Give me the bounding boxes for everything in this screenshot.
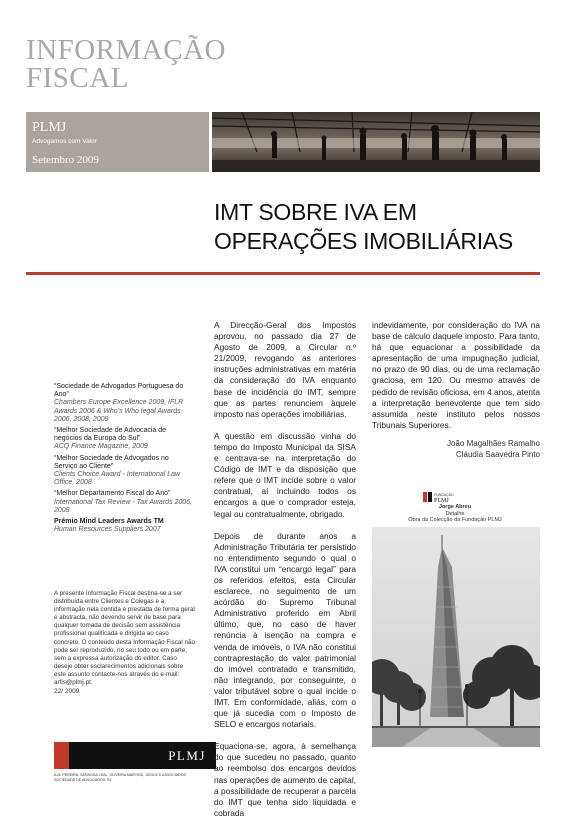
title-line-1: IMT SOBRE IVA EM <box>214 199 417 225</box>
brand-tagline: Advogamos com Valor <box>32 138 97 145</box>
paragraph: Equaciona-se, agora, à semelhança do que sucedeu no passado, quanto ao reembolso dos encargos devidos nas operações de aumento de capital, a possibilidade de recuperar a parcela do IMT que tenha sido liquidada e cobrada <box>214 741 356 818</box>
foundation-label: FUNDAÇÃO <box>434 493 454 497</box>
artwork-artist: Jorge Abreu <box>438 504 472 510</box>
artwork-image <box>372 527 540 747</box>
author: João Magalhães Ramalho <box>447 439 540 448</box>
logo-wordmark: PLMJ <box>69 742 216 769</box>
award-item: Prémio Mind Leaders Awards TM Human Resources Suppliers 2007 <box>54 518 164 534</box>
award-item: “Melhor Sociedade de Advocacia de negócios da Europa do Sul” ACQ Finance Magazine, 2009 <box>54 427 167 451</box>
awards-list <box>54 383 194 537</box>
footer-logo <box>54 742 216 769</box>
logo-red-block <box>54 742 69 769</box>
issue-number: 22/ 2009 <box>54 688 80 695</box>
article-column-1 <box>214 320 356 830</box>
masthead-line-1: INFORMAÇÃO <box>26 34 226 66</box>
header-photo <box>212 112 540 172</box>
artwork-collection: Obra da Colecção da Fundação PLMJ <box>408 517 502 523</box>
article-column-2 <box>372 320 540 442</box>
artwork-caption <box>395 504 515 524</box>
article-title <box>214 198 513 256</box>
authors <box>372 438 540 460</box>
artwork-title: Detalhe <box>445 510 465 517</box>
title-divider <box>26 272 540 275</box>
foundation-logo <box>423 490 483 502</box>
footer-firm-name: A.M. PEREIRA, SÁRAGGA LEAL, OLIVEIRA MARTINS, JÚDICE E ASSOCIADOS SOCIEDADE DE ADVOGADOS, RL <box>54 773 186 782</box>
paragraph: A questão em discussão vinha do tempo do Imposto Municipal da SISA e centrava-se na interpretação do Código de IMT e da disposição que refere que o IMT incide sobre o valor contratual, aí incluindo todos os encargos a que o comprador esteja, legal ou contratualmente, obrigado. <box>214 430 356 519</box>
paragraph: A Direcção-Geral dos Impostos aprovou, no passado dia 27 de Agosto de 2009, a Circular n.º 21/2009, revogando as anteriores instruções administrativas em matéria da consideração do IVA enquanto base de incidência do IMT, sempre que as partes renunciem àquele imposto nas operações imobiliárias. <box>214 320 356 419</box>
paragraph: indevidamente, por consideração do IVA na base de cálculo daquele imposto. Para tanto, há que equacionar a possibilidade da apresentação de uma impugnação judicial, no prazo de 90 dias, ou de uma reclamação graciosa, em 120. Ou mesmo através de pedido de revisão oficiosa, em 4 anos, atenta a interpretação benevolente que tem sido assumida neste instituto pelos nossos Tribunais Superiores. <box>372 320 540 430</box>
award-item: “Melhor Departamento Fiscal do Ano” International Tax Review - Tax Awards 2006, 2008 <box>54 490 193 514</box>
masthead-line-2: FISCAL <box>26 62 129 94</box>
brand-name: PLMJ <box>32 120 67 135</box>
foundation-brand: PLMJ <box>434 498 449 503</box>
award-item: “Melhor Sociedade de Advogados no Serviço ao Cliente” Clients Choice Award - International Law Office, 2008 <box>54 454 181 487</box>
brand-box <box>26 112 209 172</box>
disclaimer: A presente Informação Fiscal destina-se a ser distribuída entre Clientes e Colegas e a informação nela contida é prestada de forma geral e abstracta, não devendo servir de base para qualquer tomada de decisão sem assistência profissional qualificada e dirigida ao caso concreto. O conteúdo desta Informação Fiscal não pode ser reproduzido, no seu todo ou em parte, sem a expressa autorização do editor. Caso deseje obter esclarecimentos adicionais sobre este assunto contacte-nos através do e-mail: arfis@plmj.pt. <box>54 590 196 687</box>
author: Cláudia Saavedra Pinto <box>455 450 540 459</box>
award-item: “Sociedade de Advogados Portuguesa do Ano” Chambers Europe Excellence 2009, IFLR Awards 2006 & Who’s Who legal Awards 2006, 2008, 2009 <box>54 383 184 423</box>
paragraph: Depois de durante anos a Administração Tributária ter persistido no entendimento segundo o qual o IVA constitui um “encargo legal” para os referidos efeitos, esta Circular esclarece, no seguimento de um acórdão do Supremo Tribunal Administrativo proferido em Abril último, que, no caso de haver renúncia à isenção na compra e venda de imóveis, o IVA não constitui contraprestação do valor patrimonial do imóvel contratado e transmitido, não integrando, por conseguinte, o valor tributável sobre o qual incide o IMT. Em conformidade, aliás, com o que já sucedia com o Imposto de SELO e encargos notariais. <box>214 530 356 730</box>
masthead <box>26 36 226 92</box>
issue-date: Setembro 2009 <box>32 154 99 166</box>
title-line-2: OPERAÇÕES IMOBILIÁRIAS <box>214 228 513 254</box>
